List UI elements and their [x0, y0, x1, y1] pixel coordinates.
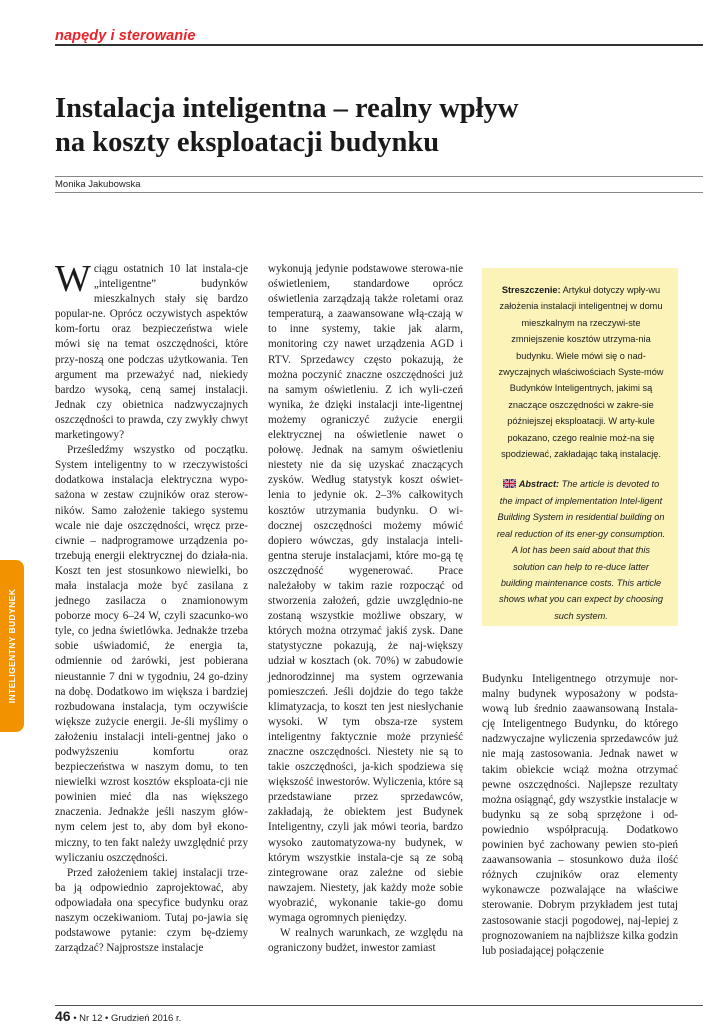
abstract-en-label: Abstract:: [518, 479, 560, 490]
abstract-pl-label: Streszczenie:: [501, 285, 561, 295]
author-rule-bottom: [55, 192, 703, 193]
col1-paragraph-2: Prześledźmy wszystko od początku. System inteligentny to w rzeczywistości dodatkowa instalacja elektryczna wypo-sażona w zestaw czujników oraz sterow-ników. Samo założenie takiego systemu wcale nie daje oszczędności, wręcz prze-ciwnie – nadprogramowe urządzenia po-trzebują energii elektrycznej do działa-nia. Koszt ten jest stosunkowo niewielki, bo mała instalacja może być zasilana z jednego zasilacza o znamionowym poborze mocy 6–24 W, czyli szacunko-wo tyle, co jedna świetlówka. Jednakże trzeba sobie uświadomić, że energia ta, odmiennie od żarówki, jest pobierana nieustannie 7 dni w tygodniu, 24 go-dziny na dobę. Dodatkowo im większa i bardziej rozbudowana instalacja, tym oczywiście większe zużycie energii. Je-śli myślimy o założeniu instalacji inteli-gentnej jako o podwyższeniu komfortu oraz bezpieczeństwa w naszym domu, to ten niewielki wzrost kosztów eksploata-cji nie powinien mieć dla nas większego znaczenia. Jednakże jeśli naszym głów-nym celem jest to, aby dom był ekono-miczny, to ten fakt należy uwzględnić przy wyliczaniu oszczędności.: [55, 444, 248, 864]
uk-flag-icon: [503, 479, 516, 488]
author-rule-top: [55, 176, 703, 177]
side-tab-label: INTELIGENTNY BUDYNEK: [7, 588, 17, 704]
col2-paragraph-1: wykonują jedynie podstawowe sterowa-nie oświetleniem, standardowe oprócz oświetlenia zarządzają także roletami oraz temperaturą, a zaawansowane włą-czają w to inne systemy, takie jak alarm, monitoring czy nawet urządzenia AGD i RTV. Sprzedawcy często pokazują, że można poczynić znaczne oszczędności już na samym oświetleniu. Z ich wyli-czeń wynika, że dzięki instalacji inte-ligentnej możemy ograniczyć zużycie energii elektrycznej na oświetlenie nawet o połowę. Jednak na samym oświetleniu niestety nie da się uzyskać znaczących zysków. Według statystyk koszt oświet-lenia to jedynie ok. 2–3% całkowitych kosztów utrzymania budynku. O wi-docznej oszczędności możemy mówić dopiero wówczas, gdy instalacja inteli-gentna steruje instalacjami, które mo-gą tę oszczędność wygenerować. Prace należałoby w takim razie rozpocząć od stworzenia założeń, gdzie uwzględnio-ne zostaną wszystkie możliwe obszary, w których można otrzymać jakiś zysk. Dane statystyczne pokazują, że naj-większy udział w kosztach (ok. 70%) w zabudowie jednorodzinnej ma system ogrzewania pomieszczeń. Jeśli dojdzie do tego także klimatyzacja, to koszt ten jest niesłychanie wysoki. W tym obsza-rze system inteligentny faktycznie może przynieść znaczne oszczędności. Niestety nie są to takie oszczędności, ja-kich spodziewa się większość inwestorów. Wyliczenia, które są przedstawiane przez sprzedawców, zakładają, że obiektem jest Budynek Inteligentny, czyli jak mówi teoria, bardzo wysoko zautomatyzowa-ny budynek, w którym wszystkie instala-cje są ze sobą zintegrowane oraz zależne od siebie nawzajem. Niestety, jak każdy może sobie wyobrazić, wykonanie takie-go domu wymaga ogromnych pieniędzy.: [268, 263, 463, 925]
abstract-box: [482, 268, 678, 626]
col3-paragraph-1: Budynku Inteligentnego otrzymuje nor-malny budynek wyposażony w podsta-wową lub średnio zaawansowaną Instala-cję Inteligentnego Budynku, do którego nadzwyczajne wyliczenia sprzedawców już nie mają zastosowania. Jednak nawet w takim obiekcie wciąż można otrzymać pewne oszczędności. Najlepsze rezultaty można osiągnąć, gdy wszystkie instalacje w budynku są ze sobą sprzężone i od-powiednio współpracują. Dodatkowo powinien być zachowany pewien sto-pień zaawansowania – stosunkowo duża ilość różnych czujników oraz elementy wykonawcze pozwalające na właściwe sterowanie. Dobrym przykładem jest tutaj zastosowanie stacji pogodowej, naj-lepiej z prognozowaniem na najbliższe kilka godzin lub posiadającej połączenie: [482, 673, 678, 957]
author-name: Monika Jakubowska: [55, 179, 141, 190]
article-title: [55, 92, 695, 160]
col1-paragraph-3: Przed założeniem takiej instalacji trze-ba ją odpowiednio zaprojektować, aby odpowiadała ona specyfice budynku oraz naszym oczekiwaniom. Tutaj po-jawia się podstawowe pytanie: czym bę-dziemy zarządzać? Najprostsze instalacje: [55, 866, 248, 955]
issue-info: • Nr 12 • Grudzień 2016 r.: [73, 1013, 182, 1024]
col1-paragraph-1: [55, 258, 248, 443]
title-line-1: Instalacja inteligentna – realny wpływ: [55, 93, 519, 124]
abstract-english: [496, 476, 666, 624]
abstract-polish: [496, 282, 666, 462]
title-line-2: na koszty eksploatacji budynku: [55, 127, 440, 158]
column-2: [268, 262, 463, 956]
col2-paragraph-2: W realnych warunkach, ze względu na ograniczony budżet, inwestor zamiast: [268, 927, 463, 955]
footer: [55, 1008, 181, 1024]
side-tab: [0, 560, 24, 732]
abstract-pl-text: Artykuł dotyczy wpły-wu założenia instalacji inteligentnej w domu mieszkalnym na rzeczywi-ste zmniejszenie kosztów utrzyma-nia budynku. Wiele mówi się o nad-zwyczajnych właściwościach Syste-mów Budynków Inteligentnych, jakimi są znaczące oszczędności w zakre-sie późniejszej eksploatacji. W arty-kule pokazano, czego realnie moż-na się spodziewać, zakładając taką instalację.: [498, 285, 664, 460]
col1-p1-text: ciągu ostatnich 10 lat instala-cje „inteligentne” budynków mieszkalnych stały się bardzo popular-ne. Oprócz oczywistych aspektów kom-fortu oraz bezpieczeństwa wiele mówi się na temat oszczędności, które przy-noszą one podczas użytkowania. Ten argument ma przeważyć nad, niekiedy bardzo wysoką, ceną samej instalacji. Jednak czy obietnica nadzwyczajnych oszczędności to prawda, czy zwykły chwyt marketingowy?: [55, 263, 248, 442]
abstract-en-text: The article is devoted to the impact of implementation Intel-ligent Building System in residential building on real reduction of its ener-gy consumption. A lot has been said about that this solution can help to re-duce latter building maintenance costs. This article shows what you can expect by choosing such system.: [496, 479, 666, 621]
column-3: [482, 672, 678, 959]
page-number: 46: [55, 1008, 71, 1024]
column-1: [55, 258, 248, 956]
section-label: napędy i sterowanie: [55, 28, 196, 44]
footer-rule: [55, 1005, 703, 1006]
section-rule: [55, 44, 703, 46]
drop-cap: W: [55, 258, 91, 300]
